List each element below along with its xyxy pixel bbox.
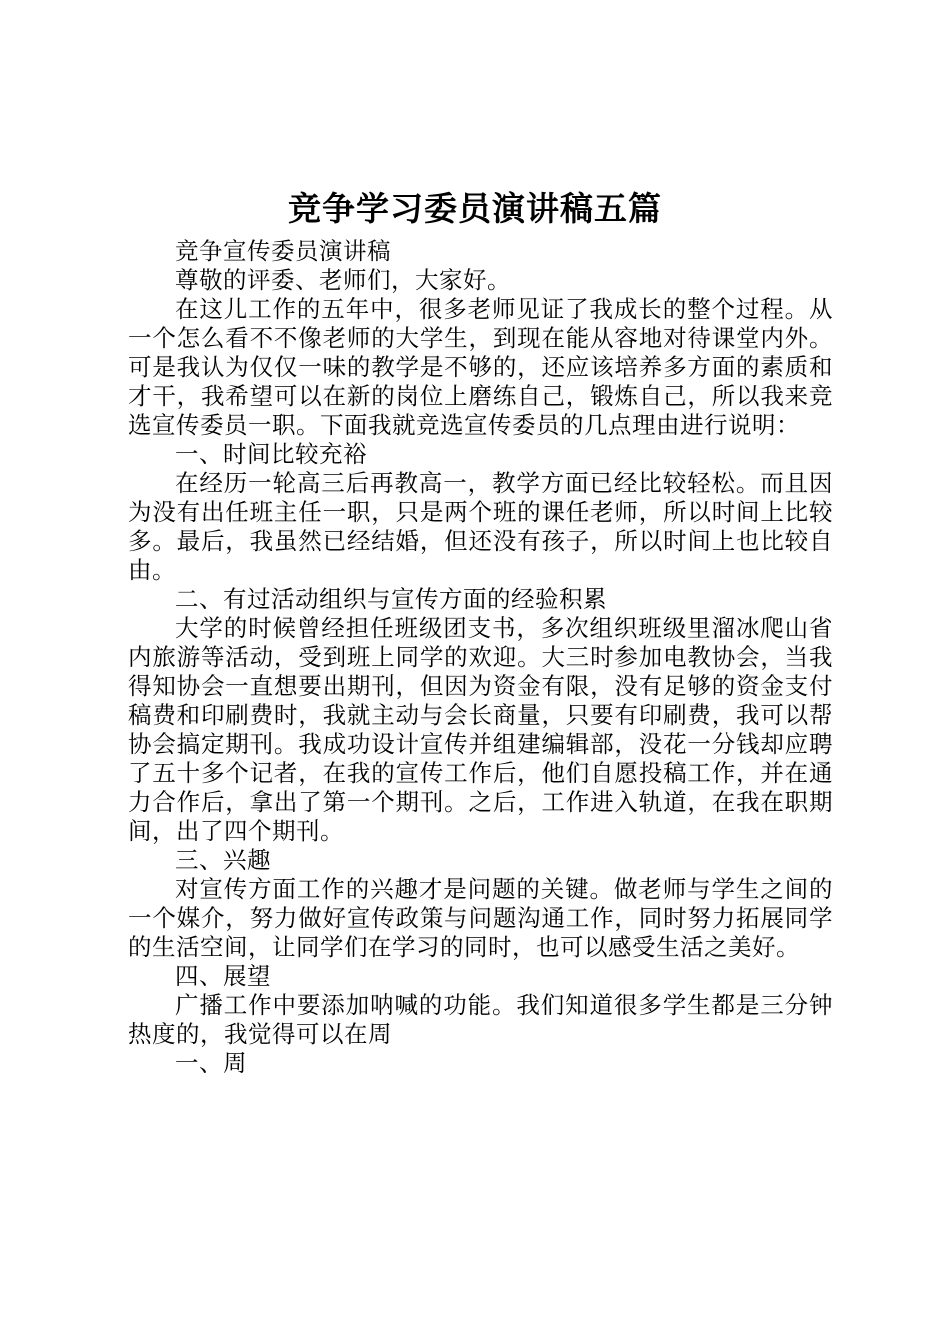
paragraph-time: 在经历一轮高三后再教高一，教学方面已经比较轻松。而且因为没有出任班主任一职，只是两个班的课任老师，所以时间上比较多。最后，我虽然已经结婚，但还没有孩子，所以时间上也比较自由。 xyxy=(128,469,833,584)
paragraph-fragment: 一、周 xyxy=(175,1049,247,1077)
paragraph-intro: 在这儿工作的五年中，很多老师见证了我成长的整个过程。从一个怎么看不不像老师的大学生，到现在能从容地对待课堂内外。可是我认为仅仅一味的教学是不够的，还应该培养多方面的素质和才干，我希望可以在新的岗位上磨练自己，锻炼自己，所以我来竞选宣传委员一职。下面我就竞选宣传委员的几点理由进行说明： xyxy=(128,295,833,439)
paragraph-subtitle: 竞争宣传委员演讲稿 xyxy=(175,237,391,265)
heading-interest: 三、兴趣 xyxy=(175,846,271,874)
paragraph-outlook: 广播工作中要添加呐喊的功能。我们知道很多学生都是三分钟热度的，我觉得可以在周 xyxy=(128,991,833,1048)
paragraph-experience: 大学的时候曾经担任班级团支书，多次组织班级里溜冰爬山省内旅游等活动，受到班上同学的欢迎。大三时参加电教协会，当我得知协会一直想要出期刊，但因为资金有限，没有足够的资金支付稿费和印刷费时，我就主动与会长商量，只要有印刷费，我可以帮协会搞定期刊。我成功设计宣传并组建编辑部，没花一分钱却应聘了五十多个记者，在我的宣传工作后，他们自愿投稿工作，并在通力合作后，拿出了第一个期刊。之后，工作进入轨道，在我在职期间，出了四个期刊。 xyxy=(128,614,833,845)
heading-outlook: 四、展望 xyxy=(175,962,271,990)
heading-experience: 二、有过活动组织与宣传方面的经验积累 xyxy=(175,585,607,613)
paragraph-greeting: 尊敬的评委、老师们，大家好。 xyxy=(175,266,511,294)
document-body xyxy=(128,237,833,1078)
paragraph-interest: 对宣传方面工作的兴趣才是问题的关键。做老师与学生之间的一个媒介，努力做好宣传政策与问题沟通工作，同时努力拓展同学的生活空间，让同学们在学习的同时，也可以感受生活之美好。 xyxy=(128,875,833,961)
document-title: 竞争学习委员演讲稿五篇 xyxy=(288,189,662,228)
heading-time: 一、时间比较充裕 xyxy=(175,440,367,468)
